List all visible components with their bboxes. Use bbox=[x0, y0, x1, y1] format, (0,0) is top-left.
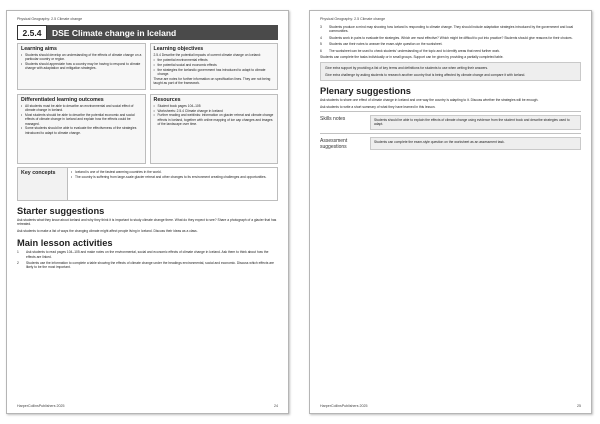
item-text: Students produce a mind map showing how Iceland is responding to climate change. They should include adaptation strategies introduced by the government and local communities. bbox=[329, 25, 574, 34]
support-challenge-box bbox=[320, 62, 581, 81]
list-item: • Most students should be able to describe the potential economic and social effects of climate change in Iceland and explain how the effects could be managed. bbox=[21, 113, 142, 126]
plenary-paragraph: Ask students to write a short summary of what they have learned in this lesson. bbox=[320, 104, 436, 109]
list-item: • the potential social and economic effects bbox=[154, 63, 275, 67]
list-item bbox=[17, 250, 278, 259]
list-item bbox=[320, 36, 581, 40]
assessment-text: Students can complete the exam-style question on the worksheet as an assessment task. bbox=[374, 139, 505, 144]
main-activities-heading: Main lesson activities bbox=[17, 238, 113, 249]
list-item: • Iceland is one of the fastest warming countries in the world. bbox=[71, 170, 274, 174]
item-text: The worksheet can be used to check students' understanding of the topic and to identify areas that need further work. bbox=[329, 48, 501, 53]
plenary-heading: Plenary suggestions bbox=[320, 86, 411, 97]
plenary-paragraph: Ask students to share one effect of climate change in Iceland and one way the country is adapting to it. Discuss whether the strategies will be enough. bbox=[320, 98, 539, 103]
list-item: • Student book pages 104–105 bbox=[154, 104, 275, 108]
skills-notes-label: Skills notes bbox=[320, 116, 346, 123]
list-item: • the strategies the Icelandic government has introduced to adapt to climate change. bbox=[154, 68, 275, 77]
lesson-title-bar bbox=[17, 25, 278, 40]
list-item bbox=[320, 42, 581, 46]
skills-notes-row bbox=[320, 111, 581, 133]
starter-paragraph: Ask students what they know about Iceland and why they think it is important to study climate change there. What do they expect to see? Share a photograph of a glacier that has retreated. bbox=[17, 218, 277, 227]
challenge-paragraph: Give extra challenge by asking students to research another country that is being affected by climate change and compare it with Iceland. bbox=[325, 72, 526, 77]
resources-box bbox=[150, 94, 279, 164]
learning-aims-box bbox=[17, 43, 146, 90]
item-text: Ask students to read pages 104–105 and make notes on the environmental, social and economic effects of climate change in Iceland. Ask them to think about how the effects are linked. bbox=[26, 250, 269, 259]
list-item bbox=[320, 49, 581, 53]
lesson-number: 2.5.4 bbox=[17, 25, 47, 40]
key-concepts-title: Key concepts bbox=[18, 168, 68, 200]
item-number: 3 bbox=[320, 25, 322, 29]
item-text: Students use the information to complete a table showing the effects of climate change under the headings environmental, social and economic. Discuss which effects are likely to be the most important. bbox=[26, 261, 275, 270]
footer-publisher: HarperCollinsPublishers 2025 bbox=[17, 404, 65, 408]
lesson-title: DSE Climate change in Iceland bbox=[47, 25, 278, 40]
item-number: 2 bbox=[17, 261, 19, 266]
assessment-row bbox=[320, 133, 581, 153]
item-number: 1 bbox=[17, 250, 19, 255]
item-number: 6 bbox=[320, 48, 322, 53]
learning-objectives-box bbox=[150, 43, 279, 90]
list-item: • The country is suffering from large-scale glacier retreat and other changes to its environment creating challenges and opportunities. bbox=[71, 175, 274, 179]
list-item: • Students should appreciate how a country may be having to respond to climate change with adaptation and mitigation strategies. bbox=[21, 62, 142, 71]
list-item: • Worksheets: 2.5.4 Climate change in Iceland bbox=[154, 109, 275, 113]
resources-title: Resources bbox=[153, 97, 181, 103]
running-head: Physical Geography: 2.5 Climate change bbox=[320, 17, 386, 21]
list-item: • Students should develop an understanding of the effects of climate change on a particular country or region. bbox=[21, 53, 142, 62]
item-text: Students use their notes to answer the exam-style question on the worksheet. bbox=[329, 42, 443, 47]
assessment-label: Assessment suggestions bbox=[320, 137, 348, 150]
list-item: • the potential environmental effects bbox=[154, 58, 275, 62]
list-item: • All students must be able to describe an environmental and social effect of climate change in Iceland. bbox=[21, 104, 142, 113]
list-item bbox=[17, 261, 278, 270]
differentiated-outcomes-box bbox=[17, 94, 146, 164]
list-item: • Further reading and weblinks: information on glacier retreat and climate change effects in Iceland, together with online mapping of ice cap changes and images of the landscape over time. bbox=[154, 113, 275, 126]
objectives-note: These are notes for further information on specification lines. They are not being taught as part of the framework. bbox=[153, 76, 271, 85]
assessment-box bbox=[370, 137, 581, 150]
activities-note: Students can complete the tasks individually or in small groups. Support can be given by providing a partially completed table. bbox=[320, 55, 504, 60]
left-page bbox=[6, 10, 289, 414]
page-number: 25 bbox=[577, 404, 581, 408]
right-page bbox=[309, 10, 592, 414]
learning-aims-title: Learning aims bbox=[21, 46, 57, 52]
starter-paragraph: Ask students to make a list of ways the changing climate might affect people living in Iceland. Discuss their ideas as a class. bbox=[17, 228, 198, 233]
item-number: 5 bbox=[320, 42, 322, 47]
key-concepts-row bbox=[17, 167, 278, 201]
running-head: Physical Geography: 2.5 Climate change bbox=[17, 17, 83, 21]
footer-publisher: HarperCollinsPublishers 2025 bbox=[320, 404, 368, 408]
starter-heading: Starter suggestions bbox=[17, 206, 105, 216]
differentiated-outcomes-title: Differentiated learning outcomes bbox=[21, 97, 104, 103]
learning-objectives-title: Learning objectives bbox=[153, 46, 204, 52]
list-item: • Some students should be able to evaluate the effectiveness of the strategies introduced to adapt to climate change. bbox=[21, 126, 142, 135]
list-item bbox=[320, 25, 581, 34]
page-number: 24 bbox=[274, 404, 278, 408]
item-number: 4 bbox=[320, 35, 322, 40]
skills-notes-text: Students should be able to explain the effects of climate change using evidence from the student book and describe strategies used to adapt. bbox=[374, 118, 570, 127]
support-paragraph: Give extra support by providing a list of key terms and definitions for students to use when writing their answers. bbox=[325, 66, 489, 71]
skills-notes-box bbox=[370, 115, 581, 130]
objectives-intro: 2.5.4 Describe the potential impacts of current climate change on Iceland: bbox=[153, 53, 261, 57]
page-footer bbox=[320, 404, 581, 408]
page-footer bbox=[17, 404, 278, 408]
item-text: Students work in pairs to evaluate the strategies. Which are most effective? Which might be difficult to put into practice? Students should give reasons for their choices. bbox=[329, 35, 573, 40]
